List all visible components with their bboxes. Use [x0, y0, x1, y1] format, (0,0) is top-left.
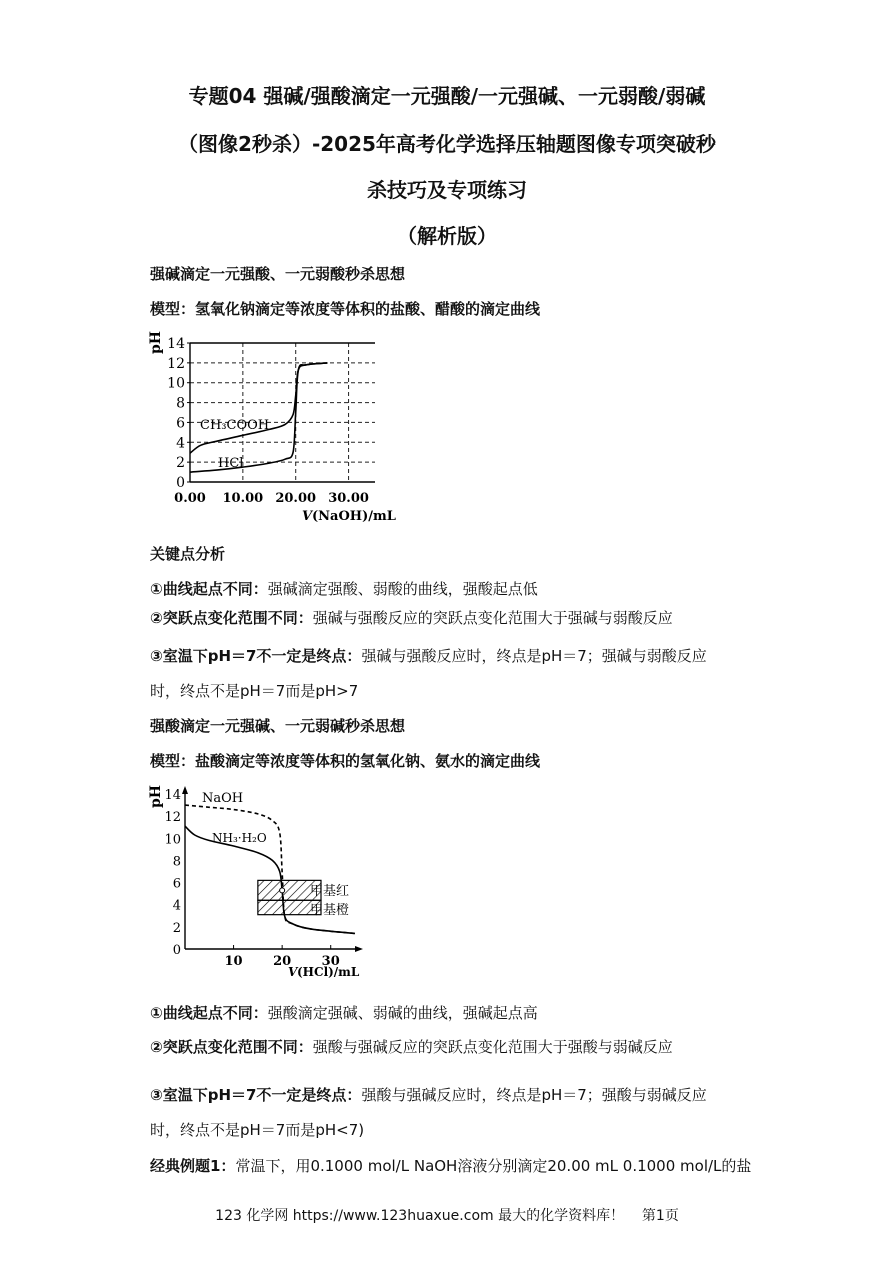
- section2-point-2-label: ②突跃点变化范围不同：: [150, 1038, 313, 1056]
- section2-point-1-text: 强酸滴定强碱、弱碱的曲线，强碱起点高: [267, 1004, 538, 1022]
- chart1-series-label-ch3cooh: CH₃COOH: [200, 418, 270, 433]
- section1-point-3: [150, 645, 707, 666]
- chart2-xtick-label: 30: [321, 954, 340, 969]
- chart2-xlabel-unit: (HCl)/mL: [297, 965, 360, 979]
- section1-heading: 强碱滴定一元强酸、一元弱酸秒杀思想: [150, 265, 406, 283]
- chart1-ytick-label: 10: [167, 375, 185, 392]
- chart1-ytick-label: 14: [167, 336, 185, 352]
- section2-model-label: 模型：盐酸滴定等浓度等体积的氢氧化钠、氨水的滴定曲线: [150, 752, 541, 770]
- chart1-ytick-label: 2: [176, 455, 185, 472]
- example-1-text: 常温下，用0.1000 mol/L NaOH溶液分别滴定20.00 mL 0.1000 mol/L的盐: [235, 1157, 752, 1175]
- section1-point-2-text: 强碱与强酸反应的突跃点变化范围大于强碱与弱酸反应: [312, 609, 673, 627]
- chart2-axes: [182, 786, 363, 952]
- chart1-ytick-label: 0: [176, 475, 185, 491]
- chart2-ylabel: pH: [148, 784, 164, 808]
- chart2-series-label-naoh: NaOH: [202, 791, 244, 806]
- section2-point-3-text: 强酸与强碱反应时，终点是pH＝7；强酸与弱碱反应: [361, 1086, 707, 1104]
- example-1: [150, 1155, 751, 1176]
- section2-point-3: [150, 1084, 707, 1105]
- chart2-ticks: [164, 788, 339, 969]
- section1-key-heading: 关键点分析: [150, 545, 226, 563]
- section1-point-1-label: ①曲线起点不同：: [150, 580, 268, 598]
- chart2-ytick-label: 2: [172, 920, 181, 936]
- chart2-ytick-label: 12: [164, 810, 181, 826]
- chart2-ytick-label: 8: [172, 854, 181, 870]
- chart2-series-label-nh3: NH₃·H₂O: [212, 831, 267, 845]
- chart2-ytick-label: 0: [172, 943, 181, 958]
- example-1-label: 经典例题1：: [150, 1157, 236, 1175]
- footer-text: 123 化学网 https://www.123huaxue.com 最大的化学资料库！: [215, 1208, 625, 1224]
- chart1-ytick-label: 4: [176, 435, 185, 452]
- page-footer: [0, 1205, 894, 1225]
- chart1-xlabel-unit: (NaOH)/mL: [312, 509, 396, 524]
- chart2-ytick-label: 4: [172, 898, 181, 914]
- section1-point-1-text: 强碱滴定强酸、弱酸的曲线，强酸起点低: [267, 580, 538, 598]
- chart2-x-arrow: [355, 946, 363, 952]
- section1-point-3-text: 强碱与强酸反应时，终点是pH＝7；强碱与弱酸反应: [361, 647, 707, 665]
- chart2-xtick-label: 20: [273, 954, 292, 969]
- section1-point-1: [150, 578, 538, 599]
- section2-point-3-cont: 时，终点不是pH＝7而是pH<7): [150, 1121, 365, 1139]
- chart1-xtick-label: 0.00: [174, 491, 206, 506]
- chart1-xtick-label: 10.00: [222, 491, 264, 506]
- chart2-ytick-label: 14: [164, 788, 181, 803]
- chart2-ytick-label: 10: [164, 832, 181, 848]
- section1-point-2-label: ②突跃点变化范围不同：: [150, 609, 313, 627]
- chart1-xlabel-v: V: [302, 509, 313, 524]
- chart-hcl-titration: [150, 782, 365, 982]
- chart2-indicator-label-methyl-orange: 甲基橙: [310, 903, 350, 918]
- chart1-series-label-hcl: HCl: [218, 456, 244, 471]
- chart1-xtick-label: 20.00: [275, 491, 317, 506]
- chart2-y-arrow: [182, 786, 188, 794]
- section1-point-3-label: ③室温下pH＝7不一定是终点：: [150, 647, 362, 665]
- doc-title-line-1: 专题04 强碱/强酸滴定一元强酸/一元强碱、一元弱酸/弱碱: [188, 84, 706, 108]
- chart2-indicator-label-methyl-red: 甲基红: [310, 884, 350, 899]
- doc-title-line-2: （图像2秒杀）-2025年高考化学选择压轴题图像专项突破秒: [178, 132, 716, 156]
- section2-heading: 强酸滴定一元强碱、一元弱碱秒杀思想: [150, 717, 406, 735]
- chart1-xtick-label: 30.00: [328, 491, 369, 506]
- doc-title-line-4: （解析版）: [397, 224, 497, 248]
- footer-page-number: 第1页: [641, 1208, 679, 1224]
- section2-point-2-text: 强酸与强碱反应的突跃点变化范围大于强酸与弱碱反应: [312, 1038, 673, 1056]
- section2-point-1: [150, 1002, 538, 1023]
- section1-model-label: 模型：氢氧化钠滴定等浓度等体积的盐酸、醋酸的滴定曲线: [150, 300, 541, 318]
- section2-point-3-label: ③室温下pH＝7不一定是终点：: [150, 1086, 362, 1104]
- chart2-xtick-label: 10: [224, 954, 243, 969]
- chart1-ytick-label: 8: [176, 395, 185, 412]
- chart1-line: [190, 363, 327, 453]
- chart2-equivalence-point: [280, 888, 285, 893]
- section2-point-1-label: ①曲线起点不同：: [150, 1004, 268, 1022]
- chart-naoh-titration: [150, 330, 400, 525]
- section1-point-2: [150, 607, 673, 628]
- doc-title-line-3: 杀技巧及专项练习: [367, 178, 527, 202]
- chart1-ylabel: pH: [148, 330, 164, 354]
- section2-point-2: [150, 1036, 673, 1057]
- chart1-ytick-label: 12: [167, 355, 185, 372]
- section1-point-3-cont: 时，终点不是pH＝7而是pH>7: [150, 682, 359, 700]
- chart1-ytick-label: 6: [176, 415, 185, 432]
- chart2-ytick-label: 6: [172, 876, 181, 892]
- chart2-xlabel-v: V: [288, 965, 298, 979]
